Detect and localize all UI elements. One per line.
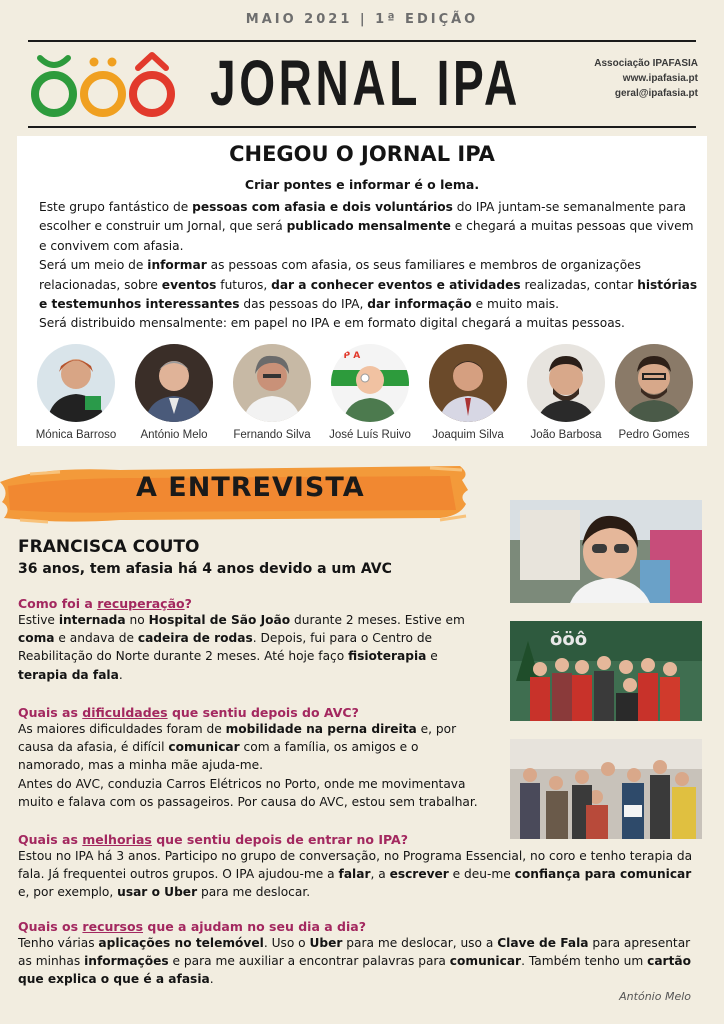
intro-subtitle: Criar pontes e informar é o lema. [244,177,480,192]
group-photo [510,621,702,721]
team-portraits [28,344,708,444]
question-text: que sentiu depois do AVC? [167,705,359,720]
bold-text: comunicar [449,954,522,969]
bold-text: publicado mensalmente [286,219,451,234]
text-run: e, por exemplo, [18,885,118,900]
question-keyword: dificuldades [82,705,168,720]
bottom-rule [28,126,696,128]
text-run: Este grupo fantástico de [39,200,193,214]
ipa-logo [30,50,180,120]
edition-label: MAIO 2021 | 1ª EDIÇÃO [245,12,479,27]
team-member-name: Fernando Silva [233,429,311,441]
bold-text: terapia da fala [18,667,119,682]
question-text: ? [184,596,192,611]
team-member [28,344,124,441]
qa-block [18,919,702,989]
text-run: para apresentar as minhas [18,936,691,969]
section-title: A ENTREVISTA [136,472,365,503]
question-text: que a ajudam no seu dia a dia? [143,919,366,934]
question-keyword: recuperação [97,596,185,611]
text-run: Estou no IPA há 3 anos. Participo no grupo de conversação, no Programa Essencial, no coro e tenho terapia da fala. Já frequentei outros grupos. O IPA ajudou-me a [18,849,693,882]
text-run: as pessoas com afasia, os seus familiares e membros de organizações relacionadas, sobre [39,258,642,292]
text-run: Será um meio de [39,258,148,273]
text-run: e chegará a muitas pessoas que vivem e convivem com afasia. [39,219,694,253]
text-run: . Também tenho um [521,954,648,969]
text-run: durante 2 meses. Estive em [290,613,465,627]
text-run: Tenho várias [18,936,99,950]
intro-paragraph [39,198,699,256]
text-run: e, por causa da afasia, é difícil [18,722,457,755]
question-text: Quais os [18,919,83,934]
interviewee-photo [510,500,702,603]
meeting-photo [510,739,702,839]
answer [18,720,486,811]
contact-info [594,56,698,101]
team-member [224,344,320,441]
interviewee-name: FRANCISCA COUTO [18,537,200,557]
team-member-name: Joaquim Silva [432,429,504,441]
bold-text: Hospital de São João [148,613,291,627]
bold-text: cartão que explica o que é a afasia [18,954,691,987]
text-run: , a [370,867,390,882]
portrait-photo [615,344,693,422]
question-text: Quais as [18,832,83,847]
svg-text:I P A: I P A [337,351,361,361]
answer [18,611,488,684]
intro-paragraph [39,314,699,333]
top-rule [28,40,696,42]
text-run: do IPA juntam-se semanalmente para escolher e construir um Jornal, que será [39,200,686,234]
bold-text: internada [58,613,126,627]
text-run: e [426,649,438,664]
bold-text: Clave de Fala [497,936,589,950]
interviewee-subtitle: 36 anos, tem afasia há 4 anos devido a um AVC [18,561,392,577]
bold-text: dar informação [367,297,472,312]
intro-title: CHEGOU O JORNAL IPA [229,142,495,166]
question-keyword: melhorias [82,832,152,847]
intro-paragraph [39,256,699,314]
portrait-photo [331,344,409,422]
qa-block [18,705,486,811]
bold-text: informar [147,258,207,273]
portrait-photo [233,344,311,422]
text-run: e para me auxiliar a encontrar palavras para [168,954,450,969]
qa-block [18,832,702,902]
bold-text: mobilidade na perna direita [225,722,417,736]
text-run: das pessoas do IPA, [239,297,368,312]
question-text: que sentiu depois de entrar no IPA? [151,832,408,847]
bold-text: coma [18,631,55,646]
text-run: para me deslocar. [197,885,311,900]
team-member-name: Mónica Barroso [35,429,117,441]
qa-block [18,596,488,684]
text-run: As maiores dificuldades foram de [18,722,226,736]
text-run: Será distribuido mensalmente: em papel no IPA e em formato digital chegará a muitas pessoas. [39,316,625,331]
text-run: Antes do AVC, conduzia Carros Elétricos no Porto, onde me movimentava muito e falava com os passageiros. Por causa do AVC, estou sem trabalhar. [18,776,478,809]
bold-text: fisioterapia [348,649,427,664]
text-run: Estive [18,613,59,627]
svg-text:ŏöô: ŏöô [550,629,588,650]
bold-text: falar [338,867,371,882]
question [18,919,702,934]
text-run: . [118,667,123,682]
question [18,596,488,611]
question-text: Como foi a [18,596,98,611]
text-run: e deu-me [448,867,515,882]
team-member-name: António Melo [140,429,208,441]
portrait-photo [135,344,213,422]
text-run: e andava de [54,631,138,646]
team-member [322,344,418,441]
portrait-photo [527,344,605,422]
bold-text: cadeira de rodas [137,631,253,646]
bold-text: Uber [309,936,343,950]
bold-text: pessoas com afasia e dois voluntários [192,200,453,214]
text-run: . [209,972,214,987]
bold-text: histórias e testemunhos interessantes [39,277,698,312]
question [18,705,486,720]
text-run: futuros, [216,277,272,292]
bold-text: aplicações no telemóvel [98,936,264,950]
intro-body [39,198,699,334]
text-run: para me deslocar, uso a [342,936,498,950]
text-run: realizadas, contar [520,277,638,292]
text-run: e muito mais. [471,297,560,312]
team-member-name: João Barbosa [530,429,602,441]
question-text: Quais as [18,705,83,720]
team-member-name: Pedro Gomes [618,429,690,441]
text-run: . Depois, fui para o Centro de Reabilitação do Norte durante 2 meses. Até hoje faço [18,631,433,664]
masthead-title: JORNAL IPA [210,47,521,119]
author-credit: António Melo [619,990,691,1003]
text-run: com a família, os amigos e o namorado, mas a minha mãe ajuda-me. [18,740,419,773]
bold-text: confiança para comunicar [514,867,692,882]
team-member [606,344,702,441]
website-link[interactable]: www.ipafasia.pt [622,73,698,84]
text-run: no [125,613,149,627]
bold-text: usar o Uber [117,885,198,900]
team-member [126,344,222,441]
team-member [420,344,516,441]
email-link[interactable]: geral@ipafasia.pt [614,88,698,99]
answer [18,847,702,902]
portrait-photo [37,344,115,422]
question-keyword: recursos [82,919,144,934]
association-name: Associação IPAFASIA [594,58,698,69]
bold-text: eventos [161,277,217,292]
bold-text: escrever [389,867,449,882]
answer [18,934,702,989]
team-member-name: José Luís Ruivo [329,429,411,441]
bold-text: comunicar [168,740,240,755]
bold-text: dar a conhecer eventos e atividades [271,277,521,292]
team-member [518,344,614,441]
question [18,832,702,847]
portrait-photo [429,344,507,422]
text-run: . Uso o [263,936,310,950]
bold-text: informações [84,954,169,969]
